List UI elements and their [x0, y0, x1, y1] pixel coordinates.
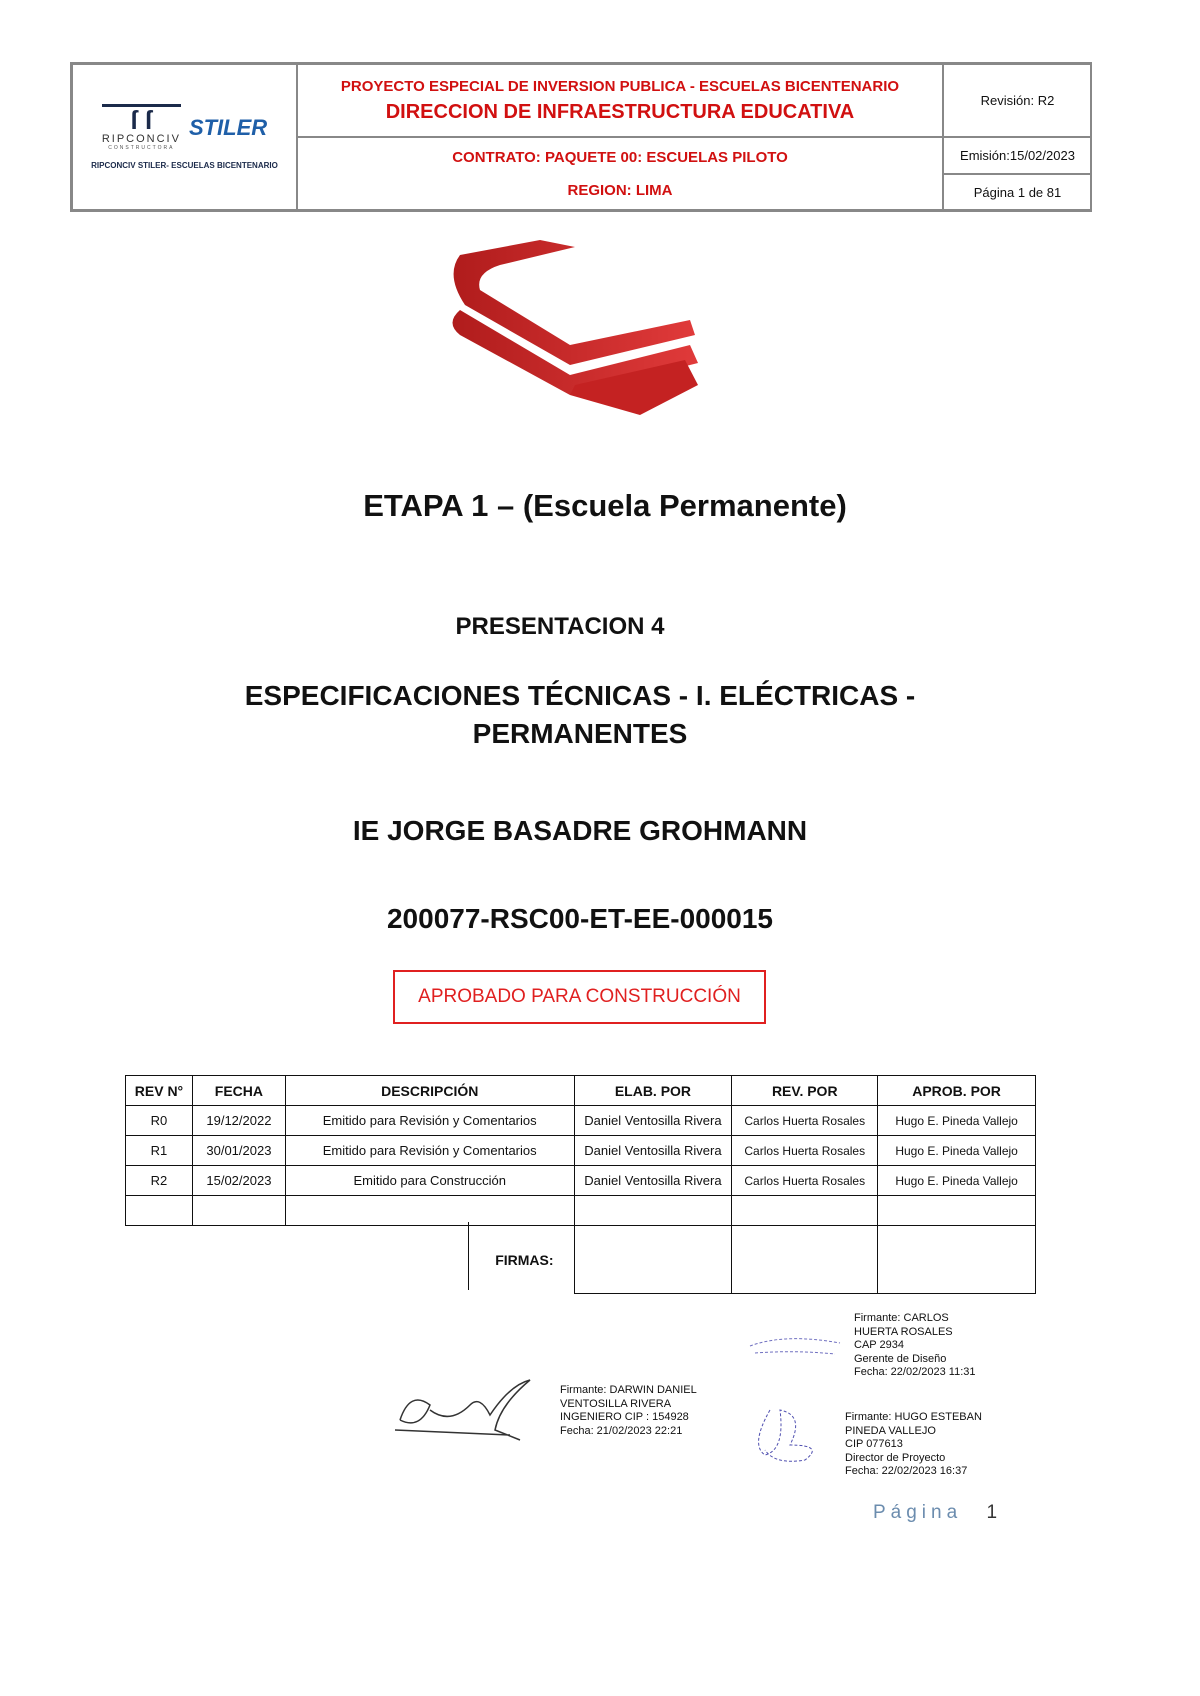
cell: Daniel Ventosilla Rivera — [574, 1166, 732, 1196]
cell: Hugo E. Pineda Vallejo — [878, 1106, 1036, 1136]
footer-page-label: Página — [873, 1502, 963, 1523]
books-logo-icon — [440, 235, 705, 425]
cell: 19/12/2022 — [192, 1106, 285, 1136]
signature-carlos-icon — [745, 1328, 845, 1358]
stage-title: ETAPA 1 – (Escuela Permanente) — [363, 488, 847, 523]
col-elab: ELAB. POR — [574, 1076, 732, 1106]
footer-page — [873, 1502, 1002, 1524]
sig-line: Director de Proyecto — [845, 1451, 946, 1464]
signature-daniel-icon — [390, 1375, 540, 1450]
cell: 15/02/2023 — [192, 1166, 285, 1196]
table-row — [126, 1106, 1036, 1136]
cell: Hugo E. Pineda Vallejo — [878, 1166, 1036, 1196]
sig-line: Firmante: HUGO ESTEBAN — [845, 1411, 982, 1423]
sig-line: Firmante: CARLOS — [854, 1312, 949, 1324]
cell: Carlos Huerta Rosales — [732, 1106, 878, 1136]
signature-block-daniel — [560, 1384, 697, 1438]
document-header — [70, 62, 1092, 212]
spec-title-line2: PERMANENTES — [472, 718, 688, 749]
document-code: 200077-RSC00-ET-EE-000015 — [386, 903, 773, 934]
table-row — [126, 1136, 1036, 1166]
sig-line: PINEDA VALLEJO — [845, 1424, 936, 1437]
logo-caption: RIPCONCIV STILER- ESCUELAS BICENTENARIO — [91, 161, 278, 170]
revision-label: Revisión: R2 — [943, 64, 1092, 137]
region-title: REGION: LIMA — [567, 181, 673, 199]
sig-line: CIP 077613 — [845, 1438, 903, 1450]
cell: Emitido para Revisión y Comentarios — [285, 1106, 574, 1136]
table-row-empty — [126, 1196, 1036, 1226]
sig-line: Fecha: 22/02/2023 16:37 — [845, 1465, 968, 1477]
firmas-divider — [468, 1222, 469, 1290]
cell: Hugo E. Pineda Vallejo — [878, 1136, 1036, 1166]
sig-line: Firmante: DARWIN DANIEL — [560, 1384, 697, 1396]
cell: Daniel Ventosilla Rivera — [574, 1106, 732, 1136]
footer-page-number: 1 — [986, 1502, 1003, 1523]
cell: R2 — [126, 1166, 193, 1196]
direction-title: DIRECCION DE INFRAESTRUCTURA EDUCATIVA — [385, 100, 855, 123]
col-fecha: FECHA — [192, 1076, 285, 1106]
cell: R0 — [126, 1106, 193, 1136]
company-logo: ſ ſ RIPCONCIV CONSTRUCTORA STILER RIPCONCIV STILER- ESCUELAS BICENTENARIO — [72, 64, 297, 210]
cell: Emitido para Construcción — [285, 1166, 574, 1196]
cell: 30/01/2023 — [192, 1136, 285, 1166]
sig-line: INGENIERO CIP : 154928 — [560, 1411, 689, 1423]
table-header-row — [126, 1076, 1036, 1106]
cell: Carlos Huerta Rosales — [732, 1136, 878, 1166]
table-row — [126, 1166, 1036, 1196]
presentation-title: PRESENTACION 4 — [455, 613, 665, 640]
emission-date: Emisión:15/02/2023 — [943, 137, 1092, 174]
sig-line: VENTOSILLA RIVERA — [560, 1397, 672, 1410]
cell: R1 — [126, 1136, 193, 1166]
sig-line: Gerente de Diseño — [854, 1352, 947, 1365]
sig-line: Fecha: 22/02/2023 11:31 — [854, 1366, 976, 1378]
project-title: PROYECTO ESPECIAL DE INVERSION PUBLICA - ESCUELAS BICENTENARIO — [340, 77, 900, 95]
logo-sub: CONSTRUCTORA — [108, 145, 175, 151]
sig-line: Fecha: 21/02/2023 22:21 — [560, 1424, 683, 1437]
col-rev-por: REV. POR — [732, 1076, 878, 1106]
firmas-label: FIRMAS: — [495, 1251, 554, 1268]
approval-stamp: APROBADO PARA CONSTRUCCIÓN — [393, 970, 766, 1024]
logo-ripconciv: RIPCONCIV — [101, 133, 181, 145]
cell: Emitido para Revisión y Comentarios — [285, 1136, 574, 1166]
signature-block-carlos — [854, 1312, 976, 1380]
signature-block-hugo — [845, 1411, 982, 1479]
signatures-row — [126, 1226, 1036, 1294]
school-name: IE JORGE BASADRE GROHMANN — [352, 815, 808, 846]
spec-title-line1: ESPECIFICACIONES TÉCNICAS - I. ELÉCTRICAS - — [244, 680, 916, 711]
logo-stiler: STILER — [188, 114, 268, 140]
cell: Daniel Ventosilla Rivera — [574, 1136, 732, 1166]
revision-table — [125, 1075, 1036, 1294]
col-descripcion: DESCRIPCIÓN — [285, 1076, 574, 1106]
contract-title: CONTRATO: PAQUETE 00: ESCUELAS PILOTO — [452, 148, 788, 166]
sig-line: CAP 2934 — [854, 1339, 904, 1351]
col-aprob: APROB. POR — [878, 1076, 1036, 1106]
sig-line: HUERTA ROSALES — [854, 1325, 953, 1338]
cell: Carlos Huerta Rosales — [732, 1166, 878, 1196]
col-rev: REV N° — [126, 1076, 193, 1106]
signature-hugo-icon — [745, 1405, 835, 1475]
page-count: Página 1 de 81 — [943, 174, 1092, 210]
